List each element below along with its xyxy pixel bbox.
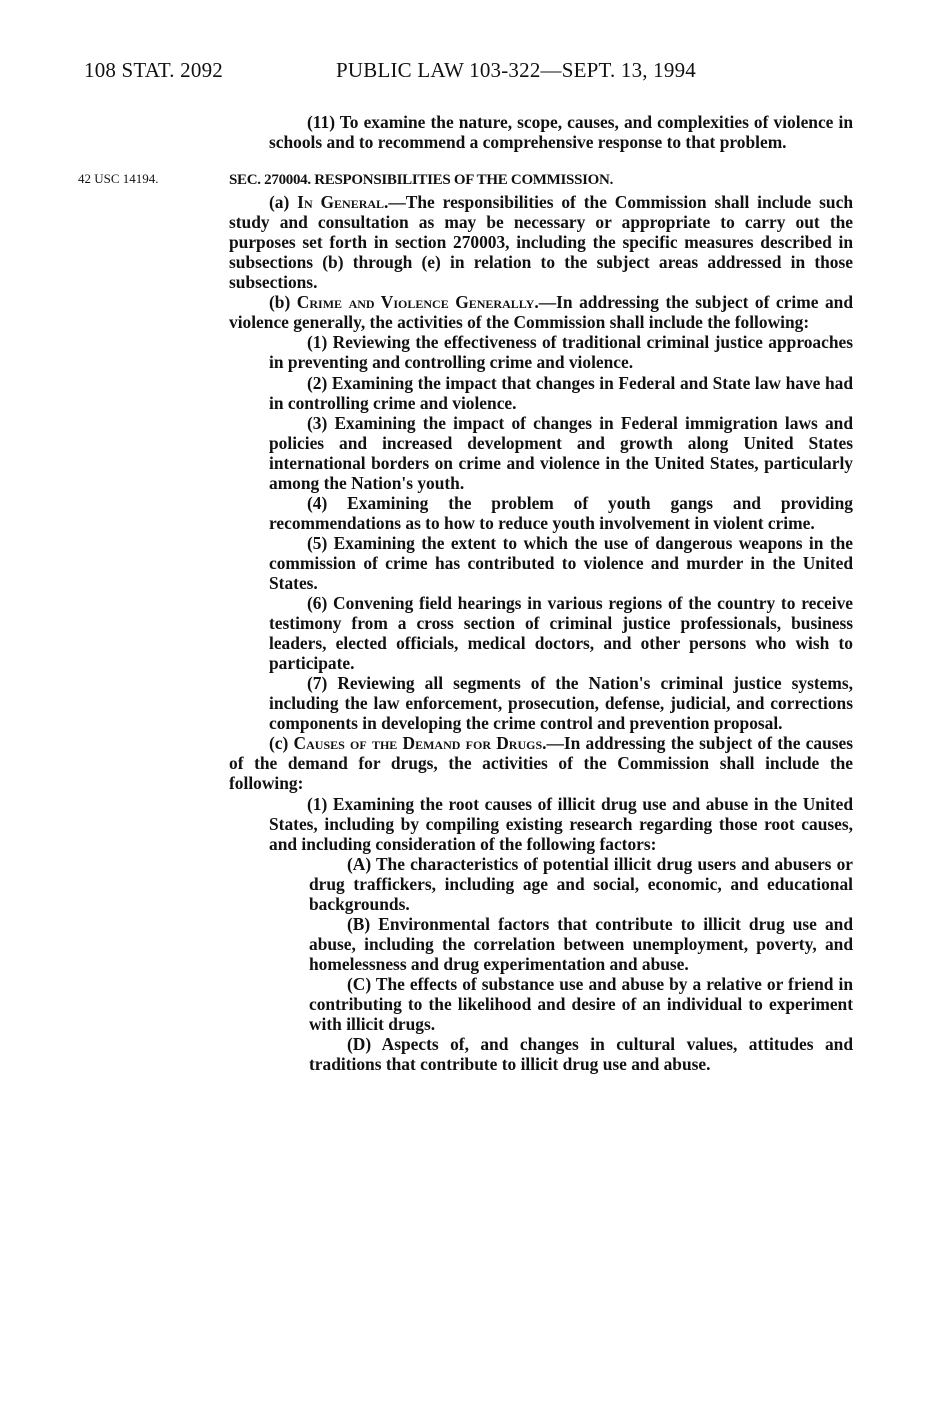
factor-item: (B) Environmental factors that contribute to illicit drug use and abuse, including the correlation between unemployment, poverty, and homelessness and drug experimentation and abuse.	[309, 913, 853, 974]
subsection-b-item: (3) Examining the impact of changes in Federal immigration laws and policies and increased development and growth along United States international borders on crime and violence in the United States, particularly among the Nation's youth.	[269, 412, 853, 493]
subsection-b-item: (4) Examining the problem of youth gangs and providing recommendations as to how to reduce youth involvement in violent crime.	[269, 492, 853, 533]
subsection-c-heading: Causes of the Demand for Drugs.	[293, 733, 547, 754]
subsection-a-heading: In General.	[297, 192, 389, 213]
usc-margin-note: 42 USC 14194.	[78, 171, 159, 187]
factor-item: (A) The characteristics of potential illicit drug users and abusers or drug traffickers, including age and social, economic, and educational backgrounds.	[309, 853, 853, 914]
subsection-a-text: —The responsibilities of the Commission shall include such study and consultation as may be necessary or appropriate to carry out the purposes set forth in section 270003, including the specific measures described in subsections (b) through (e) in relation to the subject areas addressed in those subsections.	[229, 192, 853, 293]
factor-item: (D) Aspects of, and changes in cultural values, attitudes and traditions that contribute to illicit drug use and abuse.	[309, 1034, 853, 1075]
subsection-b-heading: Crime and Violence Generally.	[296, 292, 539, 313]
body-text	[78, 112, 853, 1075]
public-law-citation: PUBLIC LAW 103-322—SEPT. 13, 1994	[336, 58, 696, 82]
subsection-b-text: —In addressing the subject of crime and violence generally, the activities of the Commission shall include the following:	[229, 292, 853, 333]
subsection-c-item-1: (1) Examining the root causes of illicit drug use and abuse in the United States, including by compiling existing research regarding those root causes, and including consideration of the following factors:	[269, 793, 853, 854]
running-head	[84, 58, 864, 88]
subsection-c-label: (c)	[269, 733, 294, 754]
subsection-a	[229, 192, 853, 292]
subsection-c-text: —In addressing the subject of the causes of the demand for drugs, the activities of the Commission shall include the following:	[229, 733, 853, 794]
section-heading: SEC. 270004. RESPONSIBILITIES OF THE COMMISSION.	[229, 172, 614, 189]
section-heading-row	[78, 168, 853, 189]
subsection-b	[229, 292, 853, 332]
factor-item: (C) The effects of substance use and abuse by a relative or friend in contributing to the likelihood and desire of an individual to experiment with illicit drugs.	[309, 973, 853, 1035]
subsection-b-item: (5) Examining the extent to which the use of dangerous weapons in the commission of crime has contributed to violence and murder in the United States.	[269, 532, 853, 593]
subsection-c	[229, 733, 853, 793]
subsection-b-item: (2) Examining the impact that changes in Federal and State law have had in controlling crime and violence.	[269, 372, 853, 413]
subsection-a-label: (a)	[269, 192, 298, 213]
stat-page-number: 108 STAT. 2092	[84, 58, 223, 82]
subsection-b-item: (7) Reviewing all segments of the Nation's criminal justice systems, including the law enforcement, prosecution, defense, judicial, and corrections components in developing the crime control and prevention proposal.	[269, 673, 853, 734]
subsection-b-label: (b)	[269, 292, 297, 313]
subsection-b-item: (6) Convening field hearings in various regions of the country to receive testimony from a cross section of criminal justice professionals, business leaders, elected officials, medical doctors, and other persons who wish to participate.	[269, 593, 853, 674]
paragraph-11: (11) To examine the nature, scope, causes, and complexities of violence in schools and to recommend a comprehensive response to that problem.	[269, 112, 853, 153]
subsection-b-item: (1) Reviewing the effectiveness of traditional criminal justice approaches in preventing and controlling crime and violence.	[269, 332, 853, 373]
